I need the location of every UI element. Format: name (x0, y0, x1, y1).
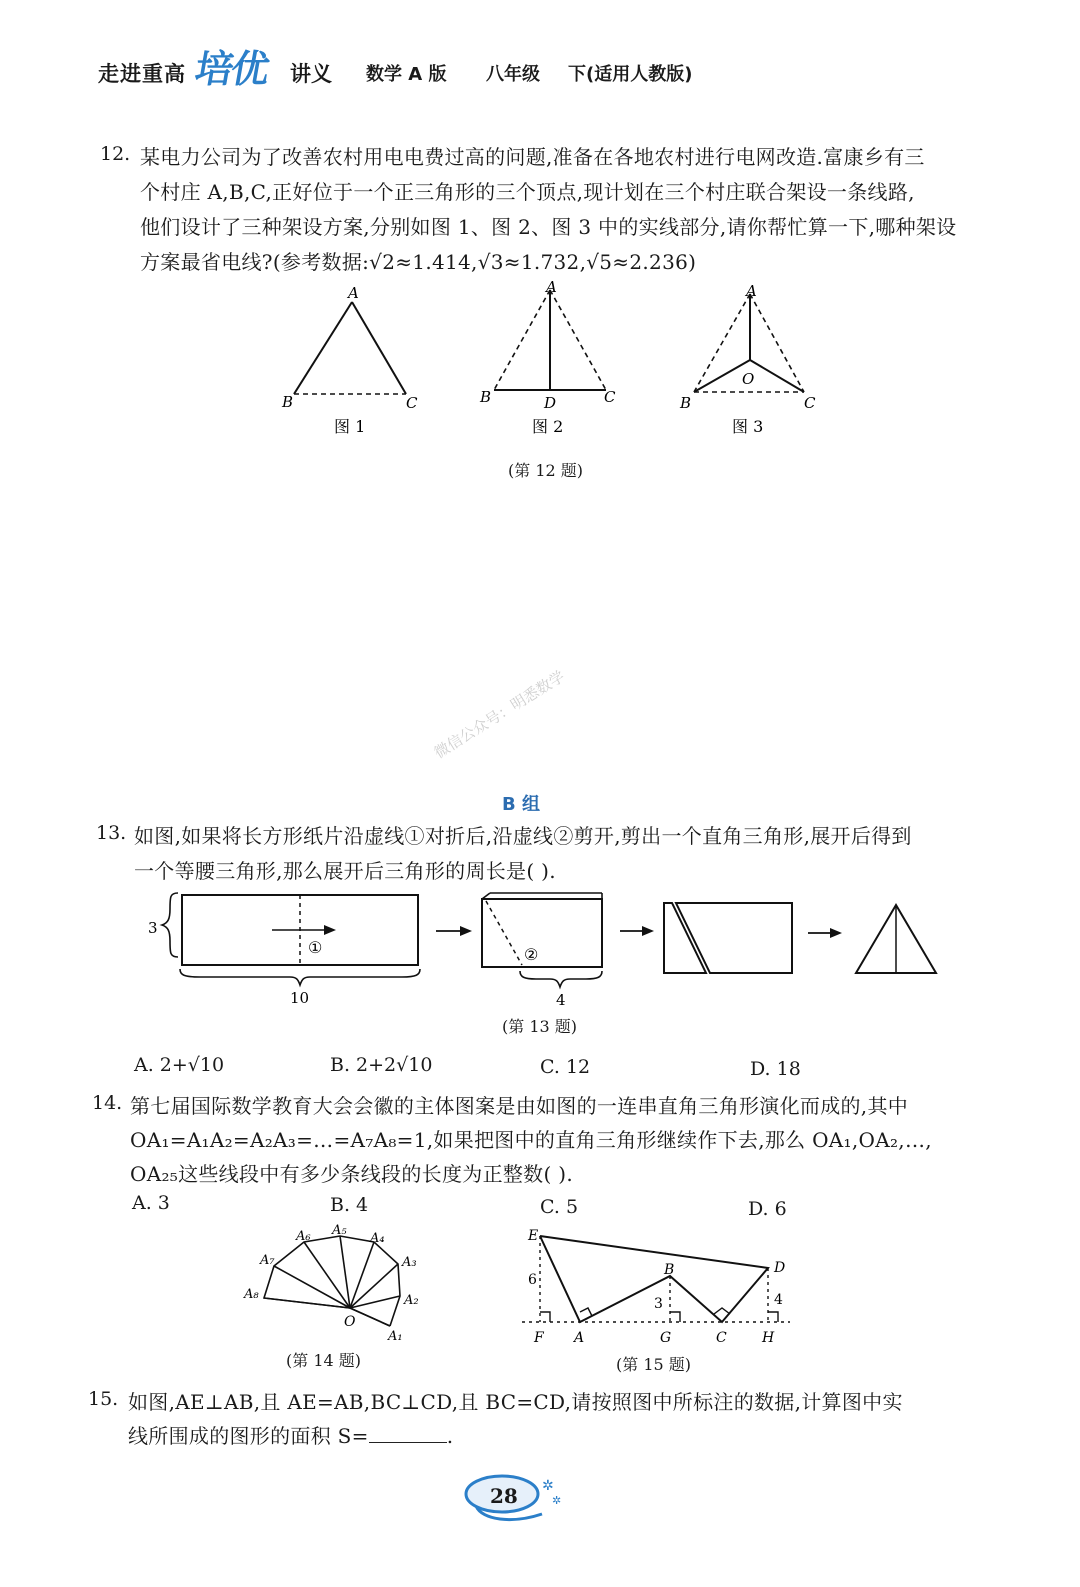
q14-option-c: C. 5 (540, 1196, 579, 1218)
svg-text:✲: ✲ (552, 1494, 562, 1507)
q15-label-f: F (534, 1330, 544, 1346)
q13-line-1: 如图,如果将长方形纸片沿虚线①对折后,沿虚线②剪开,剪出一个直角三角形,展开后得到 (134, 824, 912, 848)
q12-line-2: 个村庄 A,B,C,正好位于一个正三角形的三个顶点,现计划在三个村庄联合架设一条线路, (140, 180, 915, 204)
q14-option-b: B. 4 (330, 1194, 369, 1216)
page-number: 28 (490, 1484, 518, 1508)
q12-figures (270, 280, 830, 450)
q13-caption: (第 13 题) (502, 1017, 578, 1036)
q14-figure (236, 1222, 436, 1350)
q14-label-a4: A₄ (370, 1231, 385, 1246)
fig2-label-c: C (604, 388, 616, 406)
fig2-label-a: A (546, 280, 557, 296)
q15-label-4: 4 (774, 1292, 783, 1308)
q14-label-a7: A₇ (260, 1253, 275, 1268)
q12-line-3: 他们设计了三种架设方案,分别如图 1、图 2、图 3 中的实线部分,请你帮忙算一下,哪种架设 (140, 215, 957, 239)
q15-label-g: G (660, 1330, 672, 1346)
q15-line-2-end: . (446, 1424, 454, 1448)
q14-line-2: OA₁=A₁A₂=A₂A₃=…=A₇A₈=1,如果把图中的直角三角形继续作下去,那么 OA₁,OA₂,…, (130, 1128, 932, 1152)
q13-label-cut: ② (524, 945, 539, 964)
q13-label-10: 10 (290, 989, 310, 1007)
fig3-label-c: C (804, 394, 816, 412)
fig3-caption: 图 3 (732, 417, 764, 436)
q15-label-c: C (716, 1330, 727, 1346)
q15-line-1: 如图,AE⊥AB,且 AE=AB,BC⊥CD,且 BC=CD,请按照图中所标注的数据,计算图中实 (128, 1390, 903, 1414)
q15-line-2 (128, 1420, 453, 1449)
q12-fig1-triangle (281, 284, 418, 436)
q14-option-d: D. 6 (748, 1198, 787, 1220)
series-logo-peiyou: 培优 (191, 47, 272, 91)
q13-label-4: 4 (556, 991, 566, 1009)
q15-label-6: 6 (528, 1272, 537, 1288)
q15-line-2-text: 线所围成的图形的面积 S= (128, 1424, 369, 1448)
svg-text:✲: ✲ (542, 1478, 554, 1494)
q12-line-4: 方案最省电线?(参考数据:√2≈1.414,√3≈1.732,√5≈2.236) (140, 250, 697, 274)
fig2-label-b: B (480, 388, 492, 406)
q13-line-2: 一个等腰三角形,那么展开后三角形的周长是( ). (134, 859, 556, 883)
fig3-label-b: B (680, 394, 692, 412)
fig1-label-b: B (282, 393, 294, 411)
subject-label: 数学 A 版 (366, 64, 447, 85)
q13-option-d: D. 18 (750, 1058, 801, 1080)
q15-caption: (第 15 题) (616, 1355, 692, 1374)
q15-label-e: E (528, 1228, 539, 1244)
q13-label-fold: ① (308, 938, 323, 957)
q13-number: 13. (96, 822, 127, 844)
q14-line-3: OA₂₅这些线段中有多少条线段的长度为正整数( ). (130, 1162, 573, 1186)
fig2-caption: 图 2 (532, 417, 564, 436)
q15-label-a: A (574, 1330, 585, 1346)
q14-option-a: A. 3 (132, 1192, 170, 1214)
q14-label-a6: A₆ (296, 1229, 311, 1244)
q15-answer-blank[interactable] (369, 1424, 447, 1443)
q15-label-3: 3 (654, 1296, 663, 1312)
series-title: 走进重高 (98, 62, 186, 86)
q13-figure (140, 885, 950, 1015)
grade-label: 八年级 (486, 64, 540, 85)
q12-line-1: 某电力公司为了改善农村用电电费过高的问题,准备在各地农村进行电网改造.富康乡有三 (140, 145, 925, 169)
watermark: 微信公众号：明悉数学 (431, 667, 568, 762)
q14-label-a8: A₈ (244, 1287, 259, 1302)
q15-label-b: B (664, 1262, 675, 1278)
edition-label: 下(适用人教版) (568, 64, 693, 85)
q13-option-b: B. 2+2√10 (330, 1054, 433, 1076)
group-b-heading: B 组 (502, 794, 540, 815)
fig1-label-a: A (348, 284, 359, 302)
q14-line-1: 第七届国际数学教育大会会徽的主体图案是由如图的一连串直角三角形演化而成的,其中 (130, 1094, 909, 1118)
q14-label-a2: A₂ (404, 1293, 419, 1308)
series-subtitle: 讲义 (290, 62, 332, 86)
q13-label-3: 3 (148, 919, 158, 937)
fig1-caption: 图 1 (334, 417, 366, 436)
fig3-label-o: O (742, 370, 755, 388)
q13-option-a: A. 2+√10 (134, 1054, 225, 1076)
q12-fig2-triangle (479, 280, 616, 436)
page-header (98, 44, 798, 104)
q14-label-a5: A₅ (332, 1223, 347, 1238)
q15-label-d: D (774, 1260, 786, 1276)
q14-label-o: O (344, 1314, 356, 1330)
fig2-label-d: D (544, 394, 557, 412)
q14-number: 14. (92, 1092, 123, 1114)
q14-caption: (第 14 题) (286, 1351, 362, 1370)
q12-fig3-triangle (679, 282, 816, 436)
fig3-label-a: A (746, 282, 757, 300)
q12-number: 12. (100, 143, 131, 165)
q12-caption: (第 12 题) (508, 461, 584, 480)
q15-number: 15. (88, 1388, 119, 1410)
q15-label-h: H (762, 1330, 775, 1346)
q14-label-a3: A₃ (402, 1255, 417, 1270)
q13-option-c: C. 12 (540, 1056, 591, 1078)
fig1-label-c: C (406, 394, 418, 412)
q15-figure (518, 1222, 798, 1352)
q14-label-a1: A₁ (388, 1329, 403, 1344)
